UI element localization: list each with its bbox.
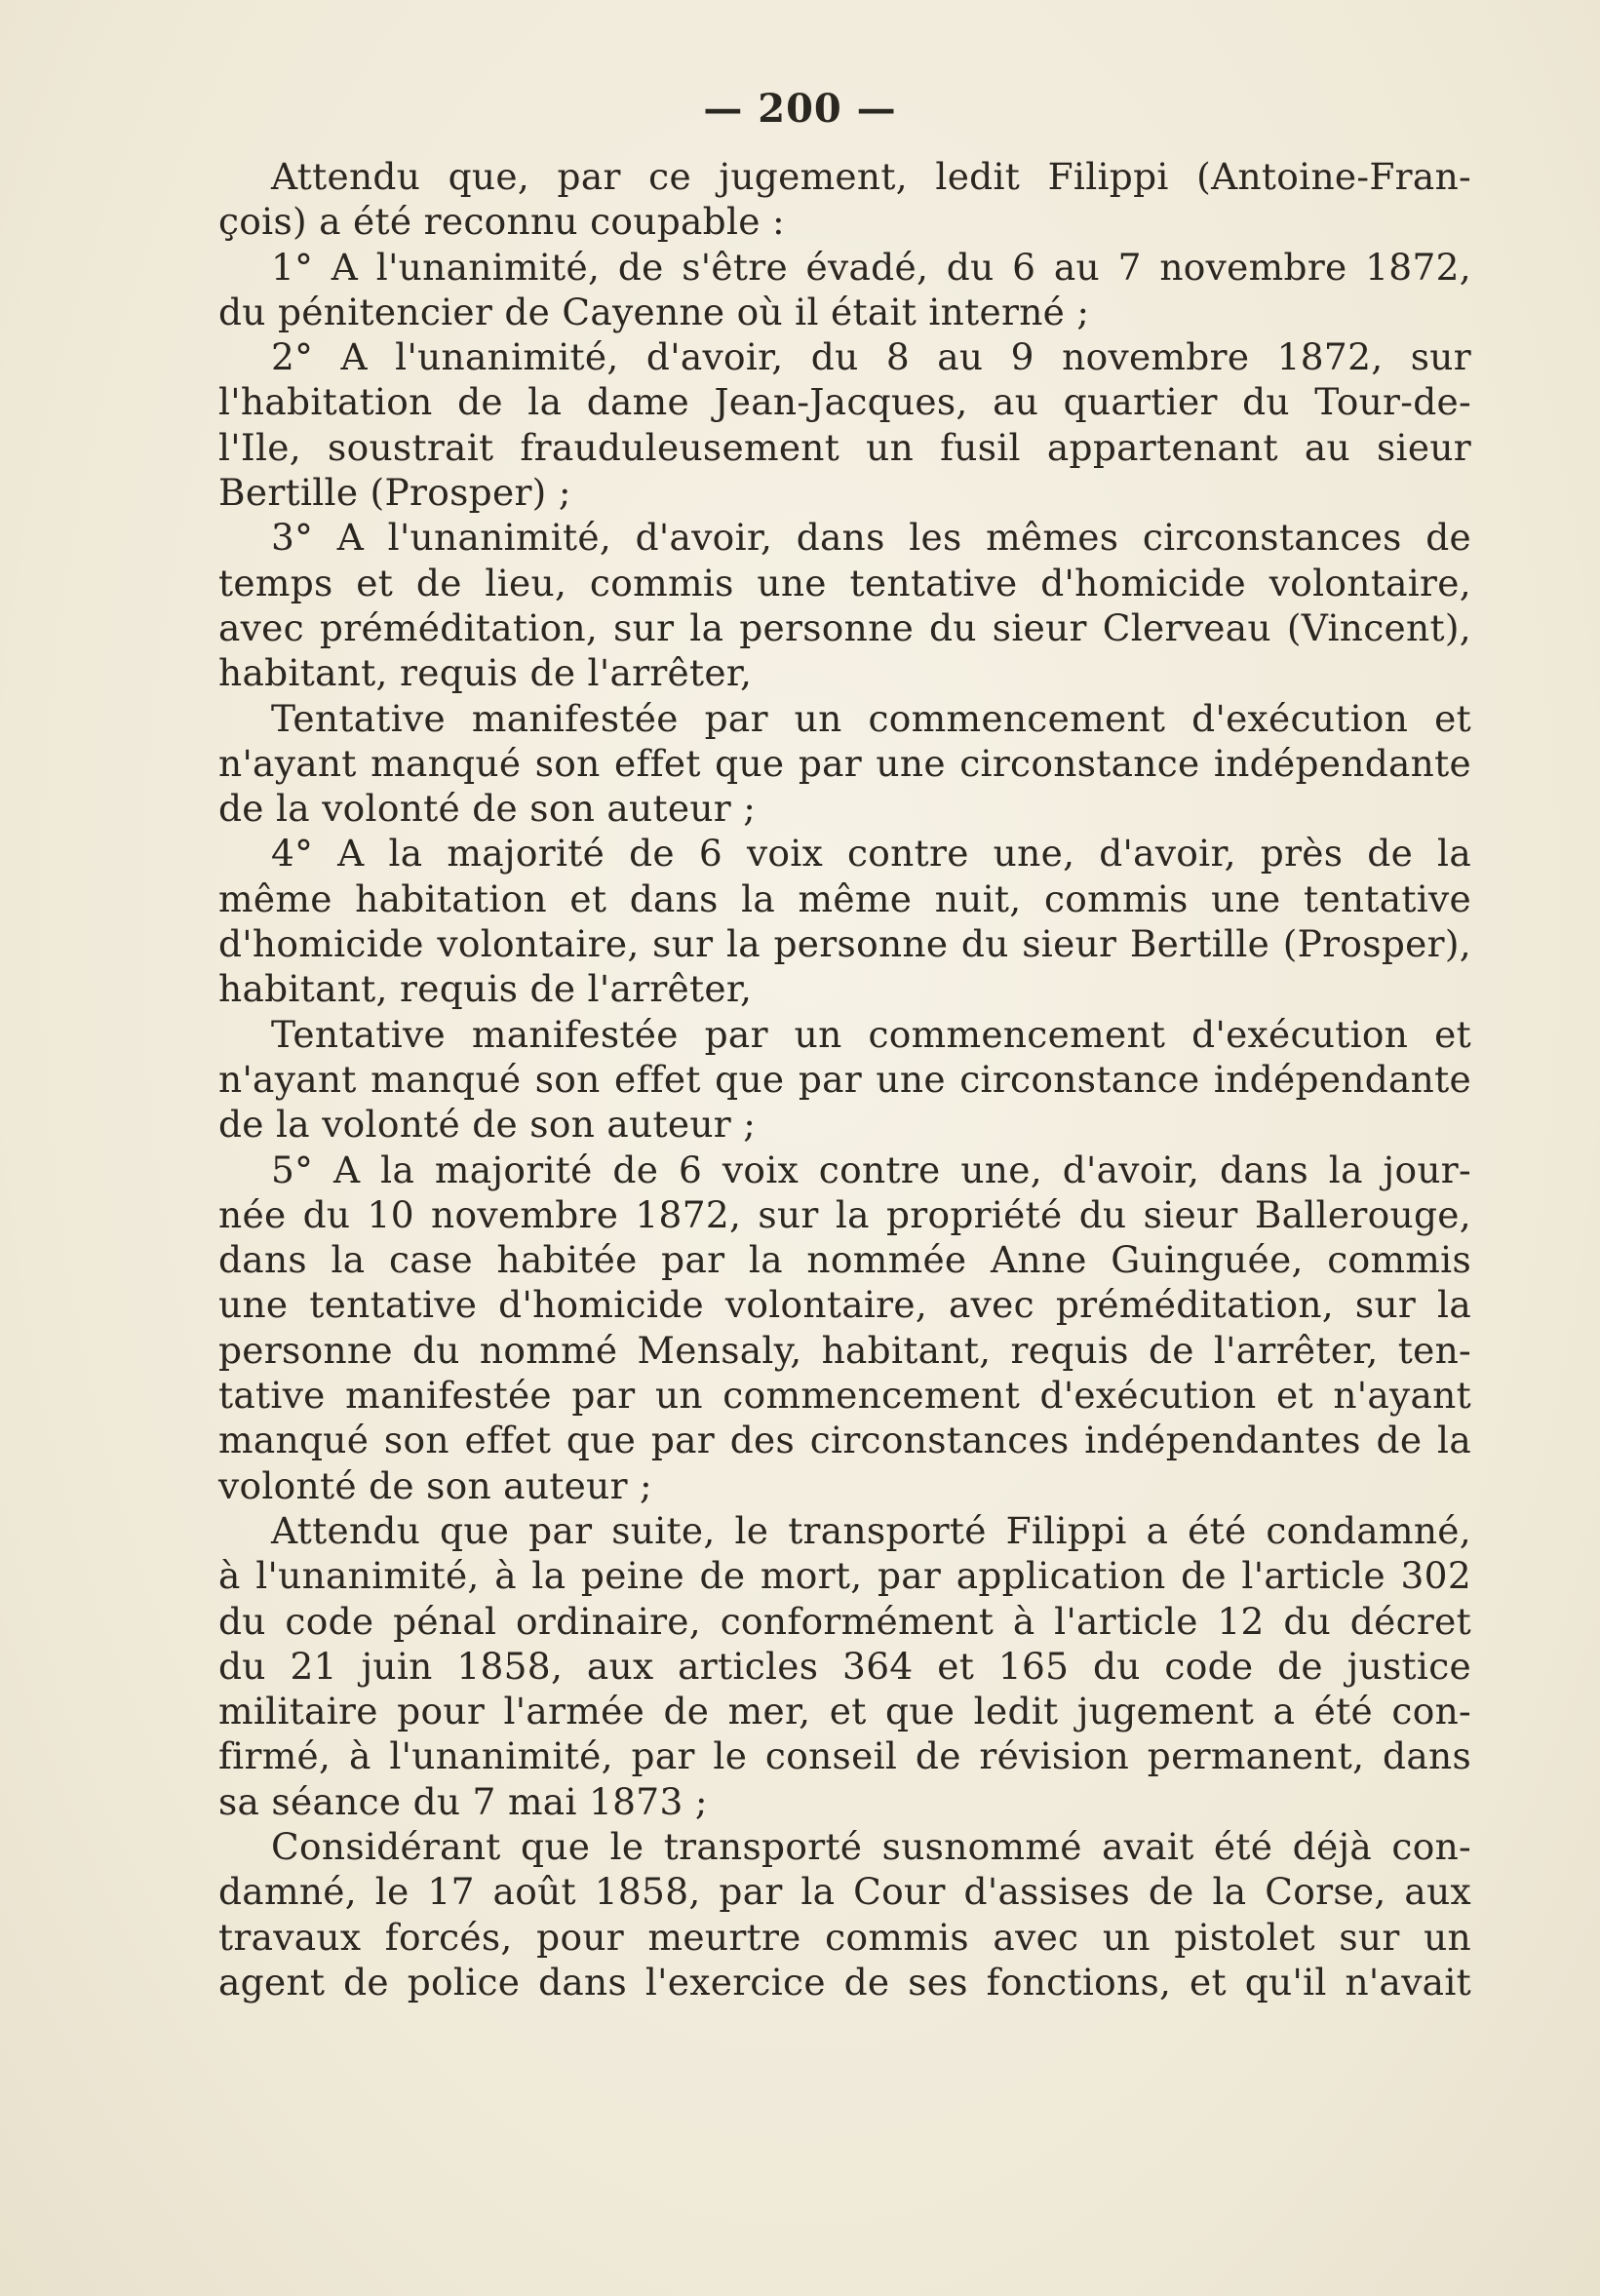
text-line: d'homicide volontaire, sur la personne du sieur Bertille (Prosper), xyxy=(218,922,1471,966)
text-line: damné, le 17 août 1858, par la Cour d'assises de la Corse, aux xyxy=(218,1870,1471,1914)
text-line: Attendu que, par ce jugement, ledit Filippi (Antoine-Fran- xyxy=(271,155,1471,198)
text-line: Tentative manifestée par un commencement d'exécution et xyxy=(271,696,1471,740)
text-line: personne du nommé Mensaly, habitant, requis de l'arrêter, ten- xyxy=(218,1328,1471,1372)
text-line: habitant, requis de l'arrêter, xyxy=(218,651,753,695)
text-line: née du 10 novembre 1872, sur la propriété du sieur Ballerouge, xyxy=(218,1192,1471,1236)
text-line: n'ayant manqué son effet que par une circonstance indépendante xyxy=(218,1057,1471,1101)
text-line: tative manifestée par un commencement d'exécution et n'ayant xyxy=(218,1374,1471,1418)
text-line: 5° A la majorité de 6 voix contre une, d'avoir, dans la jour- xyxy=(271,1148,1471,1191)
text-line: du 21 juin 1858, aux articles 364 et 165 du code de justice xyxy=(218,1644,1471,1688)
text-line: de la volonté de son auteur ; xyxy=(218,1103,757,1147)
text-line: même habitation et dans la même nuit, commis une tentative xyxy=(218,876,1471,920)
text-line: du code pénal ordinaire, conformément à l'article 12 du décret xyxy=(218,1599,1471,1643)
text-line: de la volonté de son auteur ; xyxy=(218,787,757,831)
text-line: agent de police dans l'exercice de ses fonctions, et qu'il n'avait xyxy=(218,1960,1471,2004)
text-line: 2° A l'unanimité, d'avoir, du 8 au 9 novembre 1872, sur xyxy=(271,335,1471,379)
text-line: 1° A l'unanimité, de s'être évadé, du 6 au 7 novembre 1872, xyxy=(271,245,1471,289)
text-line: 4° A la majorité de 6 voix contre une, d'avoir, près de la xyxy=(271,832,1471,876)
text-line: Tentative manifestée par un commencement d'exécution et xyxy=(271,1012,1471,1056)
text-line: manqué son effet que par des circonstances indépendantes de la xyxy=(218,1419,1471,1462)
text-line: à l'unanimité, à la peine de mort, par application de l'article 302 xyxy=(218,1554,1471,1598)
text-line: Considérant que le transporté susnommé avait été déjà con- xyxy=(271,1824,1471,1868)
text-line: Attendu que par suite, le transporté Filippi a été condamné, xyxy=(271,1508,1471,1552)
text-line: çois) a été reconnu coupable : xyxy=(218,200,785,244)
text-line: l'habitation de la dame Jean-Jacques, au quartier du Tour-de- xyxy=(218,380,1471,424)
page-number: — 200 — xyxy=(703,86,897,132)
text-line: du pénitencier de Cayenne où il était interné ; xyxy=(218,290,1090,333)
body-text xyxy=(218,154,1471,2004)
text-line: dans la case habitée par la nommée Anne Guinguée, commis xyxy=(218,1238,1471,1282)
text-line: n'ayant manqué son effet que par une circonstance indépendante xyxy=(218,741,1471,785)
text-line: temps et de lieu, commis une tentative d'homicide volontaire, xyxy=(218,561,1471,604)
text-line: travaux forcés, pour meurtre commis avec un pistolet sur un xyxy=(218,1915,1471,1959)
text-line: 3° A l'unanimité, d'avoir, dans les mêmes circonstances de xyxy=(271,516,1471,560)
text-line: volonté de son auteur ; xyxy=(218,1463,652,1507)
text-line: habitant, requis de l'arrêter, xyxy=(218,967,753,1011)
text-line: firmé, à l'unanimité, par le conseil de révision permanent, dans xyxy=(218,1734,1471,1778)
text-line: Bertille (Prosper) ; xyxy=(218,471,571,515)
text-line: militaire pour l'armée de mer, et que ledit jugement a été con- xyxy=(218,1690,1471,1733)
text-line: avec préméditation, sur la personne du sieur Clerveau (Vincent), xyxy=(218,605,1471,649)
text-line: une tentative d'homicide volontaire, avec préméditation, sur la xyxy=(218,1283,1471,1327)
text-line: l'Ile, soustrait frauduleusement un fusil appartenant au sieur xyxy=(218,425,1471,469)
text-line: sa séance du 7 mai 1873 ; xyxy=(218,1779,708,1823)
